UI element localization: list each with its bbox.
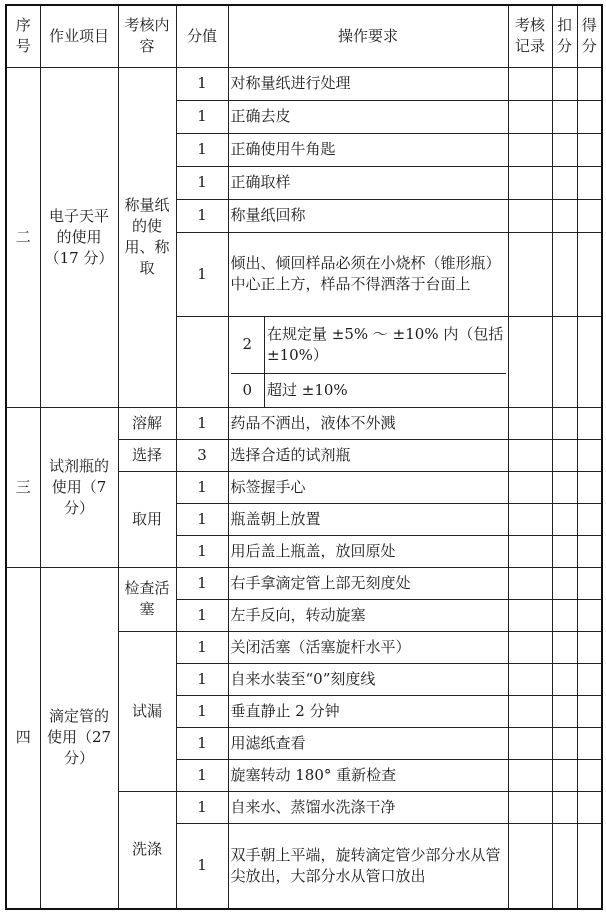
header-content: 考核内容 xyxy=(118,5,176,67)
deduct-cell[interactable] xyxy=(552,695,577,727)
section-content: 取用 xyxy=(118,471,176,567)
score-cell: 1 xyxy=(176,535,228,567)
record-cell[interactable] xyxy=(508,823,552,909)
score-cell: 1 xyxy=(176,823,228,909)
deduct-cell[interactable] xyxy=(552,503,577,535)
requirement-cell: 左手反向，转动旋塞 xyxy=(228,599,508,631)
record-cell[interactable] xyxy=(508,727,552,759)
score-cell: 1 xyxy=(176,695,228,727)
record-cell[interactable] xyxy=(508,695,552,727)
score-cell: 1 xyxy=(176,727,228,759)
score-cell: 1 xyxy=(176,759,228,791)
section-content: 洗涤 xyxy=(118,791,176,909)
section-content: 检查活塞 xyxy=(118,567,176,631)
requirement-cell: 自来水装至“0”刻度线 xyxy=(228,663,508,695)
score-cell: 1 xyxy=(176,471,228,503)
section-content: 溶解 xyxy=(118,407,176,439)
table-row xyxy=(6,407,602,439)
header-requirement: 操作要求 xyxy=(228,5,508,67)
get-cell[interactable] xyxy=(577,166,602,199)
get-cell[interactable] xyxy=(577,791,602,823)
score-cell: 1 xyxy=(176,67,228,100)
table-row xyxy=(6,567,602,599)
get-cell[interactable] xyxy=(577,599,602,631)
get-cell[interactable] xyxy=(577,759,602,791)
sub-row xyxy=(231,317,506,374)
record-cell[interactable] xyxy=(508,439,552,471)
sub-criteria-table xyxy=(231,317,506,407)
score-cell: 1 xyxy=(176,133,228,166)
score-cell: 1 xyxy=(176,232,228,316)
record-cell[interactable] xyxy=(508,133,552,166)
get-cell[interactable] xyxy=(577,439,602,471)
header-get: 得分 xyxy=(577,5,602,67)
record-cell[interactable] xyxy=(508,199,552,232)
deduct-cell[interactable] xyxy=(552,791,577,823)
sub-requirement: 在规定量 ±5% ～ ±10% 内（包括 ±10%） xyxy=(265,317,506,374)
requirement-cell: 标签握手心 xyxy=(228,471,508,503)
header-deduct: 扣分 xyxy=(552,5,577,67)
get-cell[interactable] xyxy=(577,695,602,727)
header-row xyxy=(6,5,602,67)
score-cell: 1 xyxy=(176,663,228,695)
requirement-cell: 正确使用牛角匙 xyxy=(228,133,508,166)
deduct-cell[interactable] xyxy=(552,631,577,663)
requirement-cell: 关闭活塞（活塞旋杆水平） xyxy=(228,631,508,663)
requirement-cell: 选择合适的试剂瓶 xyxy=(228,439,508,471)
get-cell[interactable] xyxy=(577,535,602,567)
record-cell[interactable] xyxy=(508,100,552,133)
requirement-cell: 正确去皮 xyxy=(228,100,508,133)
section-item: 滴定管的使用（27 分） xyxy=(40,567,118,909)
requirement-cell: 用滤纸查看 xyxy=(228,727,508,759)
record-cell[interactable] xyxy=(508,631,552,663)
record-cell[interactable] xyxy=(508,316,552,407)
requirement-cell: 用后盖上瓶盖，放回原处 xyxy=(228,535,508,567)
requirement-cell: 正确取样 xyxy=(228,166,508,199)
deduct-cell[interactable] xyxy=(552,535,577,567)
record-cell[interactable] xyxy=(508,407,552,439)
score-cell: 3 xyxy=(176,439,228,471)
record-cell[interactable] xyxy=(508,535,552,567)
score-cell: 1 xyxy=(176,407,228,439)
get-cell[interactable] xyxy=(577,133,602,166)
get-cell[interactable] xyxy=(577,663,602,695)
section-seq: 四 xyxy=(6,567,40,909)
get-cell[interactable] xyxy=(577,567,602,599)
sub-criteria xyxy=(228,316,508,407)
requirement-cell: 双手朝上平端，旋转滴定管少部分水从管尖放出，大部分水从管口放出 xyxy=(228,823,508,909)
deduct-cell[interactable] xyxy=(552,199,577,232)
section-content: 选择 xyxy=(118,439,176,471)
section-item: 电子天平的使用（17 分） xyxy=(40,67,118,407)
get-cell[interactable] xyxy=(577,631,602,663)
record-cell[interactable] xyxy=(508,471,552,503)
score-cell: 1 xyxy=(176,503,228,535)
get-cell[interactable] xyxy=(577,67,602,100)
deduct-cell[interactable] xyxy=(552,316,577,407)
deduct-cell[interactable] xyxy=(552,133,577,166)
header-item: 作业项目 xyxy=(40,5,118,67)
get-cell[interactable] xyxy=(577,823,602,909)
deduct-cell[interactable] xyxy=(552,727,577,759)
requirement-cell: 垂直静止 2 分钟 xyxy=(228,695,508,727)
get-cell[interactable] xyxy=(577,316,602,407)
header-score: 分值 xyxy=(176,5,228,67)
score-cell: 1 xyxy=(176,166,228,199)
get-cell[interactable] xyxy=(577,727,602,759)
requirement-cell: 旋塞转动 180° 重新检查 xyxy=(228,759,508,791)
deduct-cell[interactable] xyxy=(552,439,577,471)
get-cell[interactable] xyxy=(577,407,602,439)
record-cell[interactable] xyxy=(508,232,552,316)
record-cell[interactable] xyxy=(508,67,552,100)
section-content: 称量纸的使用、称取 xyxy=(118,67,176,407)
record-cell[interactable] xyxy=(508,567,552,599)
get-cell[interactable] xyxy=(577,232,602,316)
header-record: 考核记录 xyxy=(508,5,552,67)
record-cell[interactable] xyxy=(508,166,552,199)
record-cell[interactable] xyxy=(508,791,552,823)
deduct-cell[interactable] xyxy=(552,567,577,599)
header-seq: 序号 xyxy=(6,5,40,67)
score-cell: 1 xyxy=(176,791,228,823)
deduct-cell[interactable] xyxy=(552,407,577,439)
get-cell[interactable] xyxy=(577,503,602,535)
sub-requirement: 超过 ±10% xyxy=(265,374,506,407)
section-content: 试漏 xyxy=(118,631,176,791)
score-cell: 1 xyxy=(176,631,228,663)
deduct-cell[interactable] xyxy=(552,67,577,100)
record-cell[interactable] xyxy=(508,663,552,695)
deduct-cell[interactable] xyxy=(552,100,577,133)
record-cell[interactable] xyxy=(508,599,552,631)
record-cell[interactable] xyxy=(508,759,552,791)
deduct-cell[interactable] xyxy=(552,759,577,791)
requirement-cell: 右手拿滴定管上部无刻度处 xyxy=(228,567,508,599)
score-cell: 1 xyxy=(176,199,228,232)
assessment-table xyxy=(5,4,603,910)
record-cell[interactable] xyxy=(508,503,552,535)
requirement-cell: 称量纸回称 xyxy=(228,199,508,232)
score-cell: 1 xyxy=(176,100,228,133)
score-cell: 1 xyxy=(176,599,228,631)
sub-score: 2 xyxy=(231,317,265,374)
requirement-cell: 自来水、蒸馏水洗涤干净 xyxy=(228,791,508,823)
sub-row xyxy=(231,374,506,407)
sub-score: 0 xyxy=(231,374,265,407)
requirement-cell: 瓶盖朝上放置 xyxy=(228,503,508,535)
requirement-cell: 倾出、倾回样品必须在小烧杯（锥形瓶）中心正上方，样品不得洒落于台面上 xyxy=(228,232,508,316)
deduct-cell[interactable] xyxy=(552,823,577,909)
get-cell[interactable] xyxy=(577,199,602,232)
deduct-cell[interactable] xyxy=(552,471,577,503)
requirement-cell: 对称量纸进行处理 xyxy=(228,67,508,100)
section-item: 试剂瓶的使用（7 分） xyxy=(40,407,118,567)
get-cell[interactable] xyxy=(577,100,602,133)
deduct-cell[interactable] xyxy=(552,599,577,631)
deduct-cell[interactable] xyxy=(552,663,577,695)
section-seq: 三 xyxy=(6,407,40,567)
score-cell: 1 xyxy=(176,567,228,599)
get-cell[interactable] xyxy=(577,471,602,503)
deduct-cell[interactable] xyxy=(552,232,577,316)
section-seq: 二 xyxy=(6,67,40,407)
table-row xyxy=(6,67,602,100)
deduct-cell[interactable] xyxy=(552,166,577,199)
requirement-cell: 药品不洒出，液体不外溅 xyxy=(228,407,508,439)
score-cell-empty xyxy=(176,316,228,407)
